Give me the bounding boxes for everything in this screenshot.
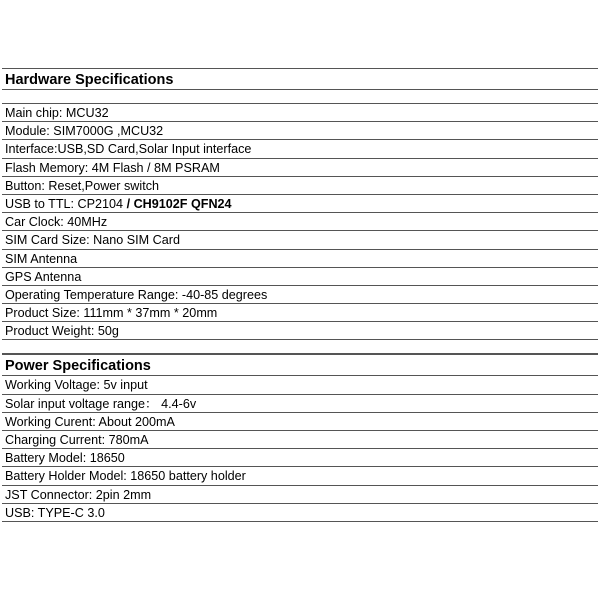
- spacer-row: [2, 340, 598, 354]
- spec-row-usb: USB: TYPE-C 3.0: [2, 504, 598, 522]
- spec-row-battery-model: Battery Model: 18650: [2, 449, 598, 467]
- spec-row-usb-to-ttl: [2, 195, 598, 213]
- spec-row-clock: Car Clock: 40MHz: [2, 213, 598, 231]
- spec-row-solar-input-voltage: Solar input voltage range： 4.4-6v: [2, 395, 598, 413]
- usb-ttl-chip: / CH9102F QFN24: [126, 196, 232, 211]
- spec-row-sim-antenna: SIM Antenna: [2, 250, 598, 268]
- spec-row-working-voltage: Working Voltage: 5v input: [2, 376, 598, 394]
- spacer-row: [2, 90, 598, 104]
- spec-row-product-weight: Product Weight: 50g: [2, 322, 598, 340]
- spec-row-jst-connector: JST Connector: 2pin 2mm: [2, 486, 598, 504]
- spec-row-battery-holder-model: Battery Holder Model: 18650 battery holder: [2, 467, 598, 485]
- spec-row-flash-memory: Flash Memory: 4M Flash / 8M PSRAM: [2, 159, 598, 177]
- hardware-section-title: Hardware Specifications: [2, 68, 598, 90]
- spec-row-interface: Interface:USB,SD Card,Solar Input interface: [2, 140, 598, 158]
- spec-row-main-chip: Main chip: MCU32: [2, 104, 598, 122]
- usb-ttl-label: USB to TTL: CP2104: [5, 196, 127, 211]
- spec-row-module: Module: SIM7000G ,MCU32: [2, 122, 598, 140]
- power-section-title: Power Specifications: [2, 354, 598, 376]
- spec-sheet: [2, 68, 598, 522]
- spec-row-product-size: Product Size: 111mm * 37mm * 20mm: [2, 304, 598, 322]
- spec-row-gps-antenna: GPS Antenna: [2, 268, 598, 286]
- spec-row-sim-card-size: SIM Card Size: Nano SIM Card: [2, 231, 598, 249]
- spec-row-button: Button: Reset,Power switch: [2, 177, 598, 195]
- spec-row-operating-temperature: Operating Temperature Range: -40-85 degrees: [2, 286, 598, 304]
- spec-row-working-current: Working Curent: About 200mA: [2, 413, 598, 431]
- spec-row-charging-current: Charging Current: 780mA: [2, 431, 598, 449]
